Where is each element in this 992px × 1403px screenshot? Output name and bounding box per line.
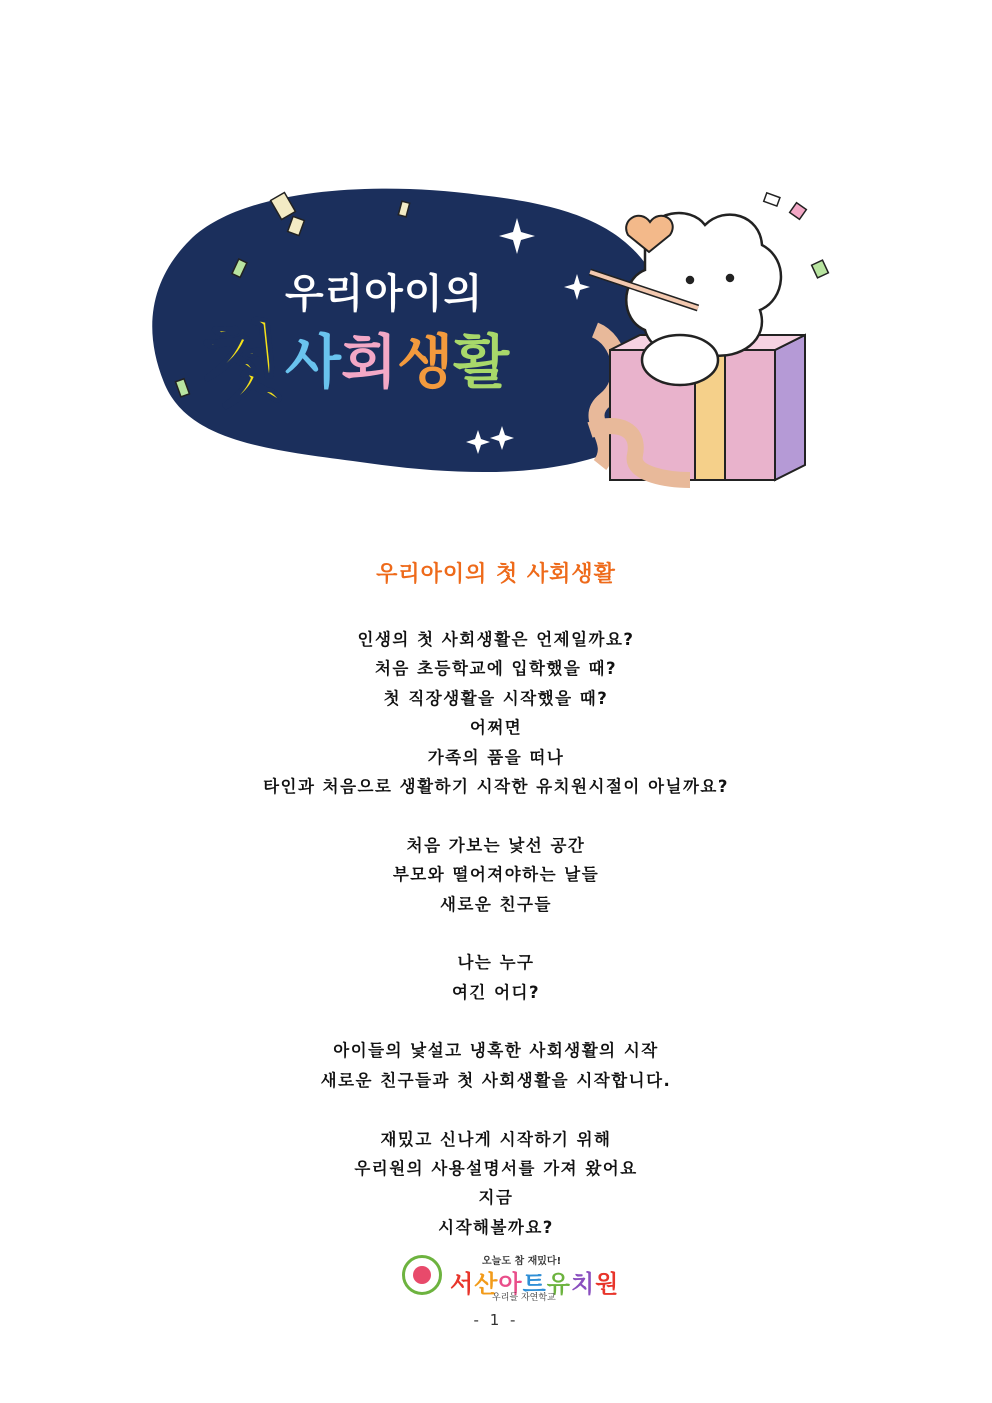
banner-title-line2: [194, 309, 510, 422]
banner-title-char: 사: [285, 328, 342, 396]
text-line: 여긴 어디?: [451, 982, 541, 1002]
paragraph: [0, 831, 992, 919]
blank-line: [0, 1007, 992, 1036]
logo-char: 아: [498, 1270, 523, 1298]
text-line: 새로운 친구들: [440, 894, 552, 914]
text-line: 인생의 첫 사회생활은 언제일까요?: [357, 630, 635, 649]
text-line: 첫 직장생활을 시작했을 때?: [383, 688, 609, 708]
logo-char: 트: [522, 1270, 547, 1298]
text-line: 재밌고 신나게 시작하기 위해: [380, 1129, 612, 1149]
banner-title-char: 활: [453, 328, 510, 396]
document-title: 우리아이의 첫 사회생활: [376, 562, 616, 587]
paragraph: [0, 948, 992, 1007]
text-line: 시작해볼까요?: [438, 1217, 554, 1237]
blank-line: [0, 801, 992, 830]
logo-subtitle: 우리들 자연학교: [492, 1293, 556, 1303]
kindergarten-logo: [400, 1252, 620, 1304]
banner-title-char: 회: [341, 328, 398, 396]
text-line: 새로운 친구들과 첫 사회생활을 시작합니다.: [320, 1070, 672, 1090]
document-body: [0, 625, 992, 1242]
blank-line: [0, 1095, 992, 1124]
text-line: 부모와 떨어져야하는 날들: [392, 865, 600, 885]
text-line: 우리원의 사용설명서를 가져 왔어요: [354, 1159, 638, 1179]
banner-title-first-char: 첫: [194, 309, 291, 422]
logo-tagline: 오늘도 참 재밌다!: [482, 1256, 562, 1267]
blank-line: [0, 919, 992, 948]
text-line: 어쩌면: [469, 718, 523, 738]
banner-title-char: 생: [397, 328, 454, 396]
logo-emblem-icon: [402, 1255, 442, 1295]
text-line: 가족의 품을 떠나: [427, 747, 565, 767]
logo-char: 서: [450, 1270, 475, 1298]
page-number: - 1 -: [473, 1311, 519, 1329]
logo-char: 산: [474, 1270, 499, 1298]
text-line: 처음 초등학교에 입학했을 때?: [374, 659, 618, 679]
text-line: 지금: [478, 1188, 514, 1208]
banner-title-line1: 우리아이의: [285, 271, 484, 317]
paragraph: [0, 1125, 992, 1243]
paragraph: [0, 625, 992, 801]
text-line: 타인과 처음으로 생활하기 시작한 유치원시절이 아닐까요?: [263, 776, 729, 796]
text-line: 아이들의 낯설고 냉혹한 사회생활의 시작: [333, 1041, 659, 1061]
logo-char: 원: [595, 1270, 620, 1298]
logo-char: 치: [570, 1270, 596, 1298]
text-line: 나는 누구: [457, 953, 535, 973]
paragraph: [0, 1036, 992, 1095]
text-line: 처음 가보는 낯선 공간: [406, 835, 586, 855]
logo-char: 유: [546, 1270, 571, 1298]
